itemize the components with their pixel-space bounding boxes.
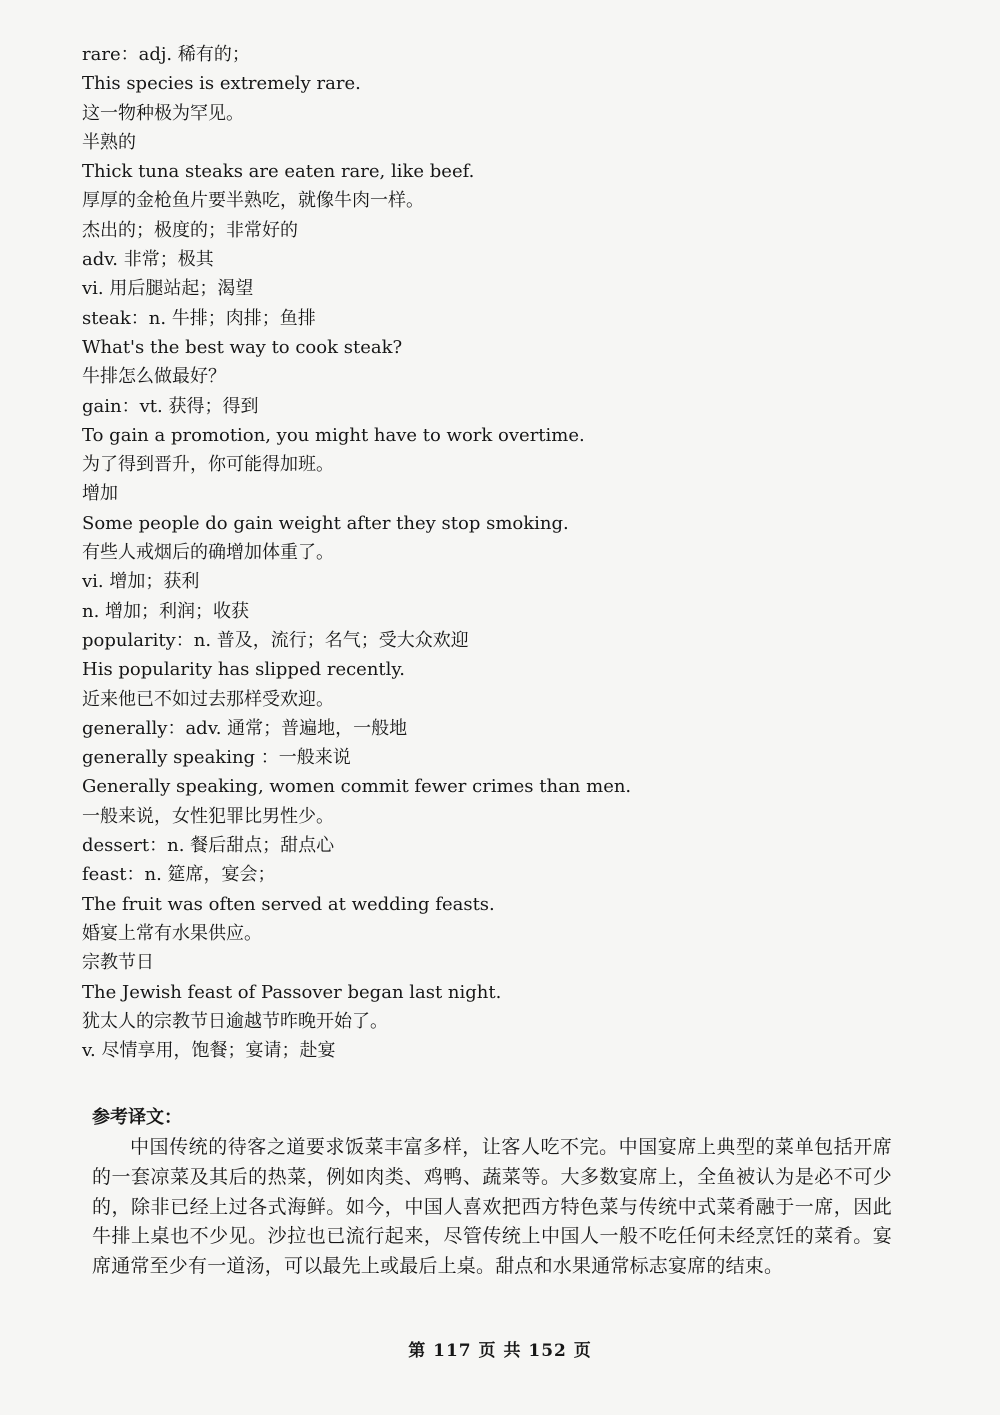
vocab-line: 为了得到晋升，你可能得加班。 <box>82 454 334 476</box>
reference-translation <box>92 1103 892 1282</box>
vocab-line: v. 尽情享用，饱餐；宴请；赴宴 <box>82 1040 336 1062</box>
vocab-line: generally speaking ：一般来说 <box>82 747 351 769</box>
vocab-line: What's the best way to cook steak? <box>82 336 403 358</box>
page-number: 第 117 页 共 152 页 <box>408 1341 592 1361</box>
vocab-line: To gain a promotion, you might have to work overtime. <box>82 424 585 446</box>
vocab-line: 婚宴上常有水果供应。 <box>82 922 262 944</box>
vocab-line: 厚厚的金枪鱼片要半熟吃，就像牛肉一样。 <box>82 190 424 212</box>
vocab-line: 有些人戒烟后的确增加体重了。 <box>82 542 334 564</box>
vocab-line: This species is extremely rare. <box>82 73 361 95</box>
vocab-line: 半熟的 <box>82 131 136 153</box>
vocab-line: popularity：n. 普及，流行；名气；受大众欢迎 <box>82 629 469 651</box>
vocab-line: Generally speaking, women commit fewer crimes than men. <box>82 776 632 798</box>
vocab-line: adv. 非常；极其 <box>82 249 214 271</box>
vocab-line: dessert：n. 餐后甜点；甜点心 <box>82 835 335 857</box>
vocabulary-list <box>82 40 922 1065</box>
vocab-line: 这一物种极为罕见。 <box>82 102 244 124</box>
vocab-line: Some people do gain weight after they stop smoking. <box>82 512 569 534</box>
vocab-line: 杰出的；极度的；非常好的 <box>82 219 298 241</box>
vocab-line: 犹太人的宗教节日逾越节昨晚开始了。 <box>82 1010 388 1032</box>
vocab-line: vi. 增加；获利 <box>82 571 200 593</box>
vocab-line: 一般来说，女性犯罪比男性少。 <box>82 805 334 827</box>
vocab-line: 近来他已不如过去那样受欢迎。 <box>82 688 334 710</box>
vocab-line: 增加 <box>82 483 118 505</box>
vocab-line: The fruit was often served at wedding feasts. <box>82 893 495 915</box>
vocab-line: n. 增加；利润；收获 <box>82 600 250 622</box>
vocab-line: 牛排怎么做最好？ <box>82 366 226 388</box>
vocab-line: rare：adj. 稀有的； <box>82 44 250 65</box>
vocab-line: feast：n. 筵席，宴会； <box>82 864 276 886</box>
vocab-line: His popularity has slipped recently. <box>82 659 405 681</box>
vocab-line: 宗教节日 <box>82 952 154 974</box>
translation-paragraph: 中国传统的待客之道要求饭菜丰富多样，让客人吃不完。中国宴席上典型的菜单包括开席的一套凉菜及其后的热菜，例如肉类、鸡鸭、蔬菜等。大多数宴席上，全鱼被认为是必不可少的，除非已经上过各式海鲜。如今，中国人喜欢把西方特色菜与传统中式菜肴融于一席，因此牛排上桌也不少见。沙拉也已流行起来，尽管传统上中国人一般不吃任何未经烹饪的菜肴。宴席通常至少有一道汤，可以最先上或最后上桌。甜点和水果通常标志宴席的结束。 <box>92 1136 892 1278</box>
vocab-line: gain：vt. 获得；得到 <box>82 395 259 417</box>
vocab-line: Thick tuna steaks are eaten rare, like beef. <box>82 161 475 183</box>
vocab-line: generally：adv. 通常；普遍地，一般地 <box>82 717 408 739</box>
vocab-line: The Jewish feast of Passover began last night. <box>82 981 502 1003</box>
translation-heading: 参考译文： <box>92 1107 182 1128</box>
vocab-line: vi. 用后腿站起；渴望 <box>82 278 254 300</box>
vocab-line: steak：n. 牛排；肉排；鱼排 <box>82 307 316 329</box>
